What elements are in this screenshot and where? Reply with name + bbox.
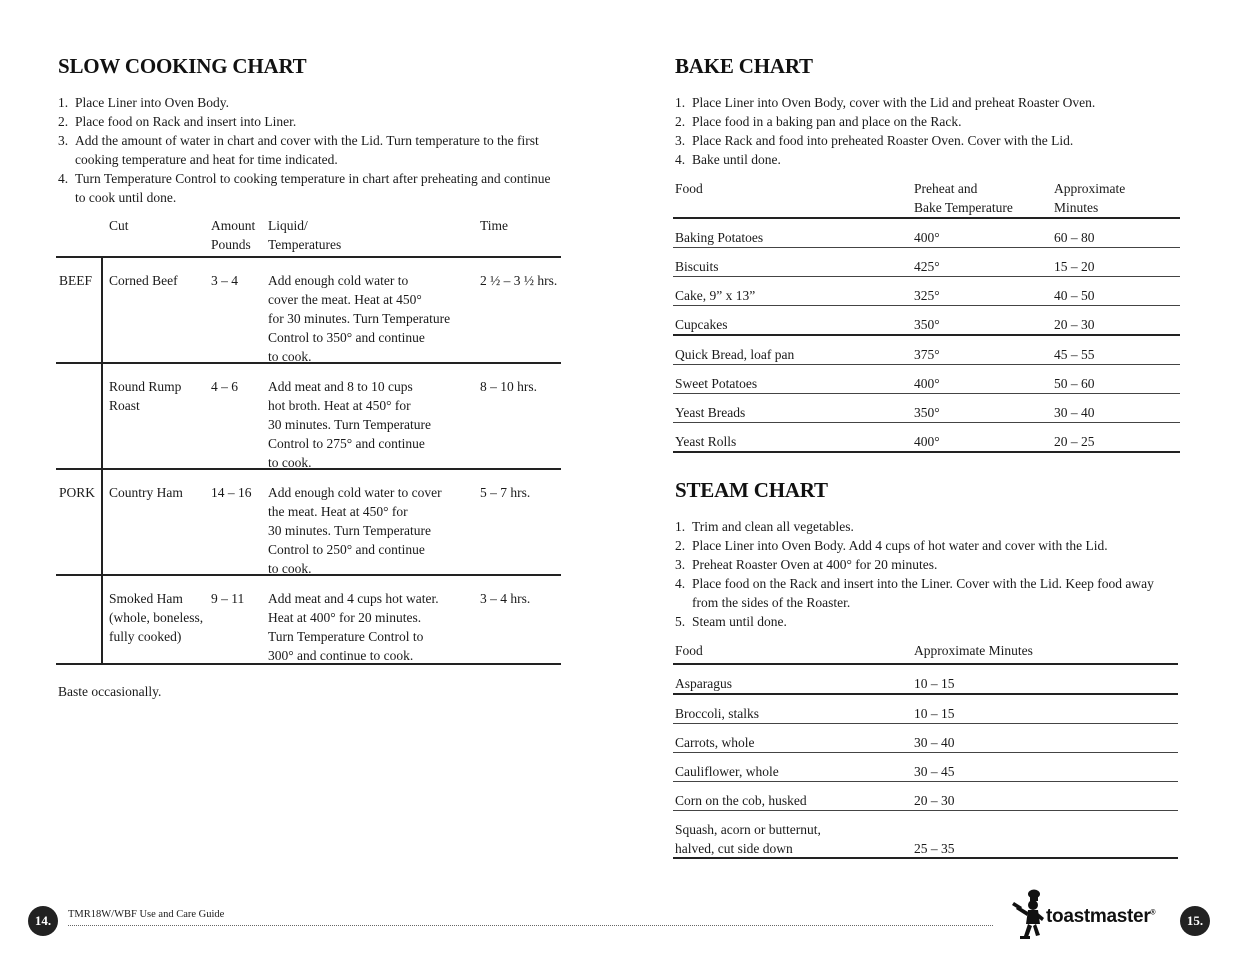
toastmaster-logo	[1010, 888, 1175, 940]
table-row	[56, 364, 561, 470]
header-cut: Cut	[109, 218, 129, 233]
minutes-cell: 20 – 30	[1054, 317, 1095, 332]
step-number: 4.	[675, 152, 686, 167]
table-row	[673, 394, 1180, 423]
cut-cell: Round Rump Roast	[109, 379, 182, 413]
step-item	[675, 574, 1175, 612]
food-cell: Quick Bread, loaf pan	[675, 347, 795, 362]
step-text: Add the amount of water in chart and cover with the Lid. Turn temperature to the first cooking temperature and heat for time indicated.	[75, 133, 539, 167]
time-cell: 2 ½ – 3 ½ hrs.	[480, 273, 558, 288]
step-text: Trim and clean all vegetables.	[692, 519, 854, 534]
bake-chart-title: BAKE CHART	[675, 54, 813, 78]
step-text: Place Liner into Oven Body. Add 4 cups of hot water and cover with the Lid.	[692, 538, 1108, 553]
amount-cell: 4 – 6	[211, 379, 238, 394]
temperature-cell: 350°	[914, 405, 940, 420]
step-item	[675, 612, 1175, 631]
meat-category: PORK	[59, 485, 96, 500]
column-divider	[101, 576, 103, 663]
minutes-cell: 40 – 50	[1054, 288, 1095, 303]
minutes-cell: 50 – 60	[1054, 376, 1095, 391]
table-row	[56, 576, 561, 665]
temperature-cell: 400°	[914, 434, 940, 449]
step-number: 2.	[58, 114, 69, 129]
food-cell: Cauliflower, whole	[675, 764, 779, 779]
temperature-cell: 325°	[914, 288, 940, 303]
slow-cooking-table	[56, 215, 561, 665]
step-number: 5.	[675, 614, 686, 629]
step-number: 1.	[675, 95, 686, 110]
minutes-cell: 30 – 40	[1054, 405, 1095, 420]
temperature-cell: 350°	[914, 317, 940, 332]
header-amount: Amount Pounds	[211, 218, 256, 252]
minutes-cell: 20 – 25	[1054, 434, 1095, 449]
step-item	[675, 131, 1185, 150]
minutes-cell: 30 – 45	[914, 764, 955, 779]
temperature-cell: 425°	[914, 259, 940, 274]
step-item	[675, 517, 1175, 536]
table-row	[673, 248, 1180, 277]
step-text: Steam until done.	[692, 614, 787, 629]
step-item	[58, 93, 558, 112]
bake-steps	[675, 93, 1185, 169]
cut-cell: Country Ham	[109, 485, 183, 500]
liquid-cell: Add enough cold water to cover the meat. Heat at 450° for 30 minutes. Turn Temperature Control to 350° and continue to cook.	[268, 273, 451, 364]
step-text: Place Liner into Oven Body.	[75, 95, 229, 110]
page-number-right: 15.	[1180, 906, 1210, 936]
slow-table-header	[56, 215, 561, 258]
time-cell: 5 – 7 hrs.	[480, 485, 531, 500]
amount-cell: 3 – 4	[211, 273, 238, 288]
cut-cell: Smoked Ham (whole, boneless, fully cooked)	[109, 591, 204, 644]
bake-table-header	[673, 179, 1180, 219]
guide-title: TMR18W/WBF Use and Care Guide	[68, 909, 225, 920]
minutes-cell: 10 – 15	[914, 706, 955, 721]
header-approx-minutes: Approximate Minutes	[914, 643, 1033, 658]
food-cell: Baking Potatoes	[675, 230, 764, 245]
header-temperature: Preheat and Bake Temperature	[914, 181, 1013, 215]
header-food: Food	[675, 643, 703, 658]
step-number: 4.	[58, 171, 69, 186]
minutes-cell: 10 – 15	[914, 676, 955, 691]
header-food: Food	[675, 181, 703, 196]
table-row	[673, 724, 1178, 753]
table-row	[673, 423, 1180, 453]
food-cell: Broccoli, stalks	[675, 706, 759, 721]
liquid-cell: Add enough cold water to cover the meat. Heat at 450° for 30 minutes. Turn Temperature Control to 250° and continue to cook.	[268, 485, 442, 576]
food-cell: Yeast Rolls	[675, 434, 737, 449]
step-number: 3.	[58, 133, 69, 148]
food-cell: Corn on the cob, husked	[675, 793, 807, 808]
food-cell: Biscuits	[675, 259, 719, 274]
step-item	[675, 150, 1185, 169]
time-cell: 3 – 4 hrs.	[480, 591, 531, 606]
table-row	[673, 753, 1178, 782]
slow-cooking-title: SLOW COOKING CHART	[58, 54, 307, 78]
step-item	[675, 536, 1175, 555]
table-row	[56, 258, 561, 364]
step-item	[675, 555, 1175, 574]
time-cell: 8 – 10 hrs.	[480, 379, 537, 394]
minutes-cell: 45 – 55	[1054, 347, 1095, 362]
steam-table-header	[673, 641, 1178, 665]
table-row	[673, 695, 1178, 724]
liquid-cell: Add meat and 8 to 10 cups hot broth. Heat at 450° for 30 minutes. Turn Temperature Control to 275° and continue to cook.	[268, 379, 432, 470]
step-item	[675, 93, 1185, 112]
food-cell: Sweet Potatoes	[675, 376, 758, 391]
column-divider	[101, 470, 103, 574]
food-cell: Cupcakes	[675, 317, 728, 332]
header-liquid: Liquid/ Temperatures	[268, 218, 342, 252]
step-number: 1.	[58, 95, 69, 110]
minutes-cell: 30 – 40	[914, 735, 955, 750]
temperature-cell: 400°	[914, 230, 940, 245]
step-item	[58, 131, 558, 169]
table-row	[673, 277, 1180, 306]
step-number: 3.	[675, 557, 686, 572]
column-divider	[101, 364, 103, 468]
step-item	[675, 112, 1185, 131]
step-number: 4.	[675, 576, 686, 591]
cut-cell: Corned Beef	[109, 273, 178, 288]
column-divider	[101, 258, 103, 362]
minutes-cell: 15 – 20	[1054, 259, 1095, 274]
page-number-left: 14.	[28, 906, 58, 936]
amount-cell: 9 – 11	[211, 591, 245, 606]
table-row	[673, 365, 1180, 394]
minutes-cell: 60 – 80	[1054, 230, 1095, 245]
slow-cooking-steps	[58, 93, 558, 207]
food-cell: Cake, 9” x 13”	[675, 288, 756, 303]
minutes-cell: 20 – 30	[914, 793, 955, 808]
chef-mascot-icon	[1010, 888, 1046, 940]
bake-table	[673, 179, 1180, 453]
step-text: Place food on the Rack and insert into the Liner. Cover with the Lid. Keep food away from the sides of the Roaster.	[692, 576, 1154, 610]
minutes-cell: 25 – 35	[914, 841, 955, 856]
steam-chart-title: STEAM CHART	[675, 478, 828, 502]
steam-table	[673, 641, 1178, 859]
table-row	[673, 665, 1178, 695]
temperature-cell: 375°	[914, 347, 940, 362]
table-row	[673, 811, 1178, 859]
table-row	[673, 306, 1180, 336]
food-cell: Asparagus	[675, 676, 732, 691]
step-number: 1.	[675, 519, 686, 534]
step-number: 2.	[675, 538, 686, 553]
table-row	[673, 219, 1180, 248]
food-cell: Carrots, whole	[675, 735, 755, 750]
step-text: Place food in a baking pan and place on the Rack.	[692, 114, 962, 129]
step-item	[58, 112, 558, 131]
header-minutes: Approximate Minutes	[1054, 181, 1126, 215]
table-row	[673, 782, 1178, 811]
amount-cell: 14 – 16	[211, 485, 252, 500]
brand-wordmark: toastmaster®	[1046, 906, 1156, 927]
temperature-cell: 400°	[914, 376, 940, 391]
step-text: Place Rack and food into preheated Roaster Oven. Cover with the Lid.	[692, 133, 1074, 148]
step-text: Bake until done.	[692, 152, 781, 167]
step-item	[58, 169, 558, 207]
step-text: Place food on Rack and insert into Liner.	[75, 114, 297, 129]
food-cell: Squash, acorn or butternut, halved, cut side down	[675, 822, 821, 856]
table-row	[56, 470, 561, 576]
step-text: Preheat Roaster Oven at 400° for 20 minutes.	[692, 557, 938, 572]
baste-note: Baste occasionally.	[58, 684, 162, 699]
step-number: 2.	[675, 114, 686, 129]
liquid-cell: Add meat and 4 cups hot water. Heat at 400° for 20 minutes. Turn Temperature Control to 300° and continue to cook.	[268, 591, 439, 663]
steam-steps	[675, 517, 1175, 631]
footer-dotted-rule	[68, 925, 993, 926]
step-number: 3.	[675, 133, 686, 148]
meat-category: BEEF	[59, 273, 93, 288]
food-cell: Yeast Breads	[675, 405, 746, 420]
table-row	[673, 336, 1180, 365]
header-time: Time	[480, 218, 509, 233]
step-text: Place Liner into Oven Body, cover with the Lid and preheat Roaster Oven.	[692, 95, 1096, 110]
step-text: Turn Temperature Control to cooking temperature in chart after preheating and continue to cook until done.	[75, 171, 551, 205]
